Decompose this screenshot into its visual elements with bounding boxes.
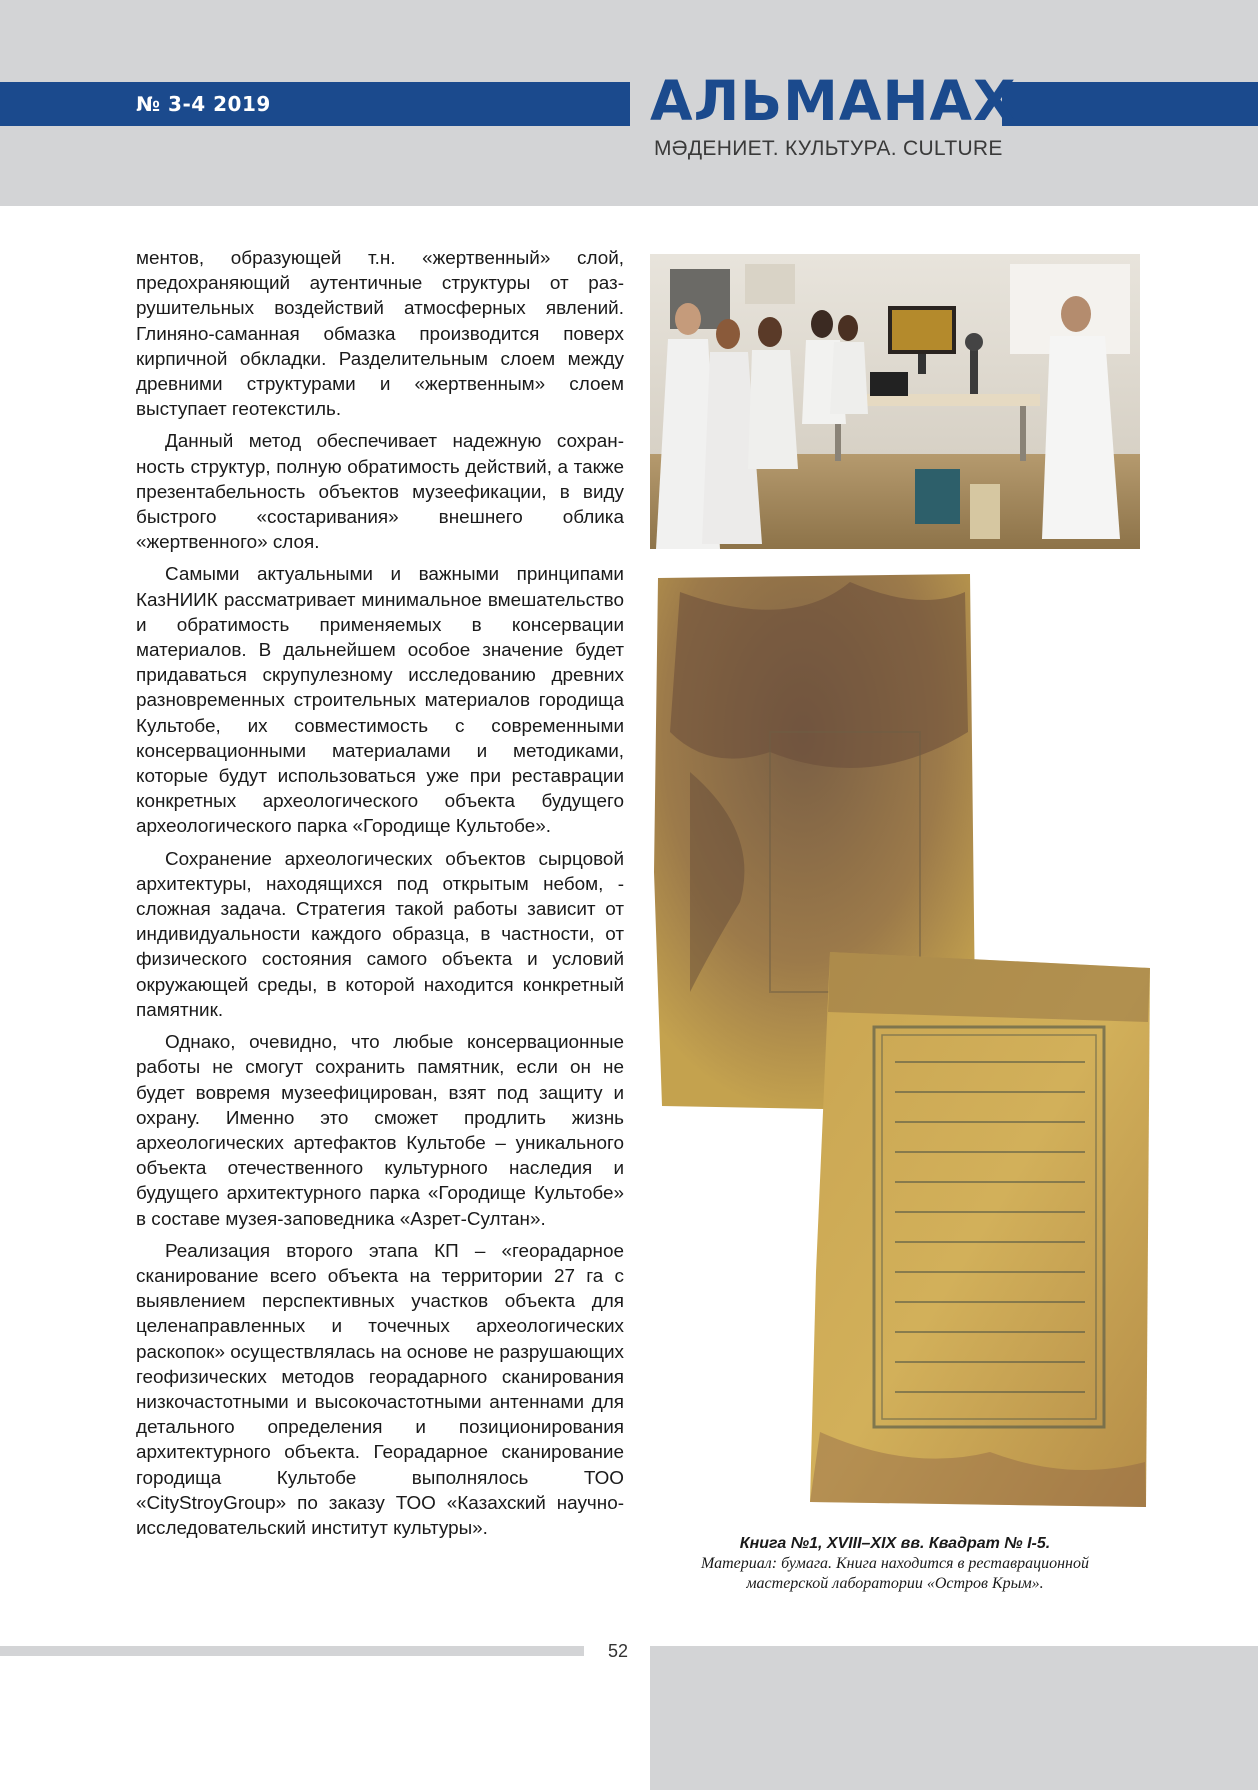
footer-line bbox=[0, 1646, 584, 1656]
manuscript-books-photo bbox=[650, 572, 1155, 1512]
caption-line: мастерской лаборатории «Остров Крым». bbox=[746, 1575, 1044, 1592]
issue-number: № 3-4 2019 bbox=[136, 92, 271, 116]
header-bar-right bbox=[1002, 82, 1258, 126]
caption-line: Материал: бумага. Книга находится в реставрационной bbox=[701, 1555, 1089, 1572]
page-number: 52 bbox=[607, 1641, 629, 1661]
article-text-column bbox=[136, 246, 624, 1548]
article-paragraph: Реализация второго этапа КП – «георадарное сканирование всего объекта на территории 27 га с выявлением перспективных участков объекта для целенаправленных и точечных археологических раскопок» осуществлялась на основе не разрушающих геофизических методов георадарного сканирования низкочастотными и высокочастотными антеннами для детального определения и позиционирования архитектурного объекта. Георадарное сканирование городища Культобе выполнялось ТОО «CityStroyGroup» по заказу ТОО «Казахский научно-исследовательский институт культуры». bbox=[136, 1240, 624, 1539]
article-paragraph: ментов, образующей т.н. «жертвенный» слой, предохраняющий аутентичные структуры от разрушительных воздействий атмосферных явлений. Глиняно-саманная обмазка производится поверх кирпичной обкладки. Разделительным слоем между древними структурами и «жертвенным» слоем выступает геотекстиль. bbox=[136, 248, 624, 421]
caption-title: Книга №1, XVIII–XIX вв. Квадрат № I-5. bbox=[739, 1535, 1051, 1552]
manuscript-books-image bbox=[650, 572, 1155, 1512]
article-paragraph: Однако, очевидно, что любые консервационные работы не смогут сохранить памятник, если он не будет вовремя музеефицирован, взят под защиту и охрану. Именно это сможет продлить жизнь археологических артефактов Культобе – уникального объекта отечественного культурного наследия и будущего архитектурного парка «Городище Культобе» в составе музея-заповедника «Азрет-Султан». bbox=[136, 1032, 624, 1230]
journal-subtitle: МӘДЕНИЕТ. КУЛЬТУРА. CULTURE bbox=[654, 137, 1003, 160]
journal-title: АЛЬМАНАХ bbox=[650, 69, 1017, 133]
article-paragraph: Сохранение археологических объектов сырцовой архитектуры, находящихся под открытым небом, - сложная задача. Стратегия такой работы зависит от индивидуальности каждого образца, в частности, от физического состояния самого объекта и условий окружающей среды, в которой находится конкретный памятник. bbox=[136, 848, 624, 1021]
header-bar-left bbox=[0, 82, 630, 126]
figure-caption bbox=[650, 1533, 1140, 1594]
footer-block bbox=[650, 1646, 1258, 1790]
lab-photo-image bbox=[650, 254, 1140, 549]
article-paragraph: Данный метод обеспечивает надежную сохранность структур, полную обратимость действий, а также презентабельность объектов музеефикации, в виду быстрого «состаривания» внешнего облика «жертвенного» слоя. bbox=[136, 431, 624, 554]
article-paragraph: Самыми актуальными и важными принципами КазНИИК рассматривает минимальное вмешательство и обратимость применяемых в консервации материалов. В дальнейшем особое значение будет придаваться скрупулезному исследованию древних разновременных строительных материалов городища Культобе, их совместимость с современными консервационными материалами и методиками, которые будут использоваться уже при реставрации конкретных археологического объекта будущего археологического парка «Городище Культобе». bbox=[136, 564, 624, 838]
lab-photo bbox=[650, 254, 1140, 549]
